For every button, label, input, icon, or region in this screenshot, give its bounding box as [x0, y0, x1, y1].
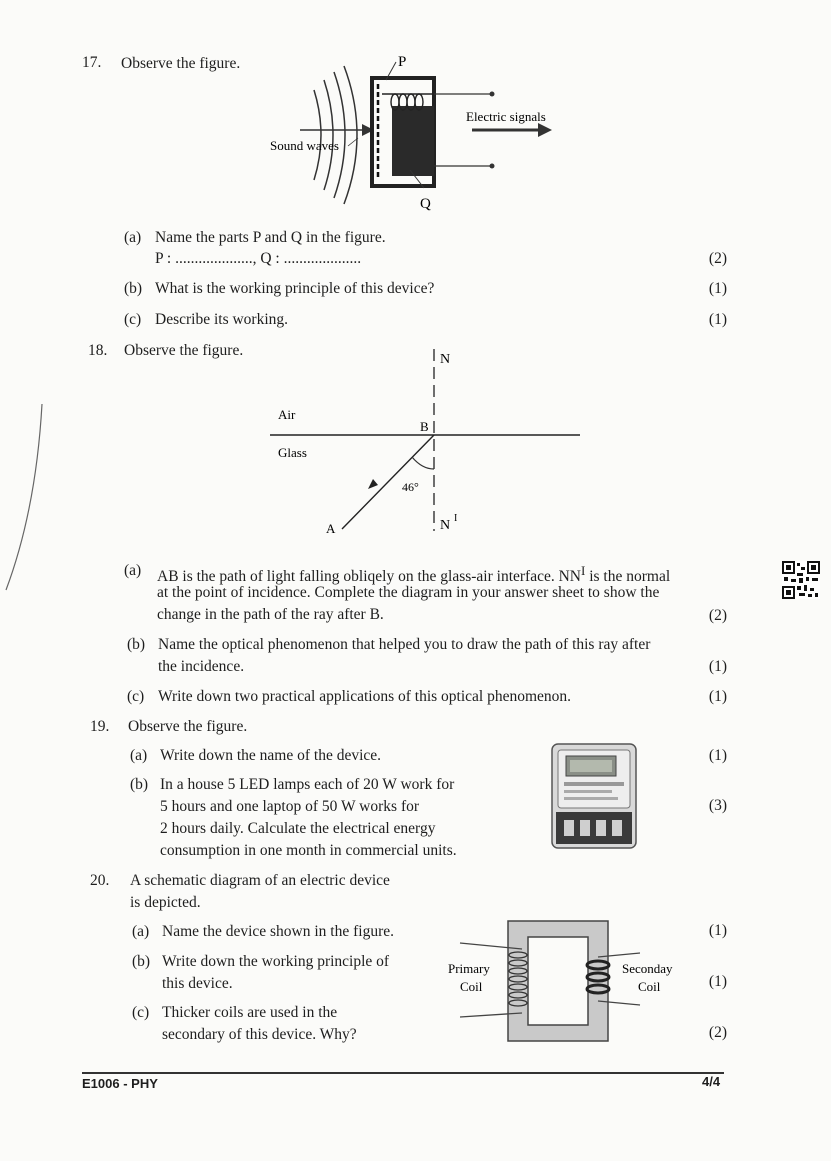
- q17-part-c-mark: (1): [708, 311, 727, 328]
- q20-prompt-line2: is depicted.: [130, 894, 201, 911]
- footer-code: E1006 - PHY: [82, 1076, 158, 1091]
- q17-prompt: Observe the figure.: [121, 55, 241, 72]
- q19-part-b-line2: 5 hours and one laptop of 50 W works for: [160, 798, 420, 815]
- q19-part-b-mark: (3): [708, 797, 727, 814]
- footer-rule: [82, 1072, 724, 1074]
- q20-part-c-line1: Thicker coils are used in the: [162, 1004, 338, 1021]
- sound-wave-arc: [334, 72, 345, 198]
- q20-part-b-line1: Write down the working principle of: [162, 953, 390, 970]
- q18-part-b-line1: Name the optical phenomenon that helped you to draw the path of this ray after: [158, 636, 651, 653]
- q17-number: 17.: [82, 54, 102, 71]
- q17-answer-line: P : ...................., Q : ....................: [155, 250, 362, 267]
- sound-wave-arc: [314, 90, 321, 180]
- q17-part-b-letter: (b): [124, 280, 143, 297]
- magnet-block: [392, 106, 434, 176]
- q18-part-a-line1: AB is the path of light falling obliqely on the glass-air interface. $NN^I$ is the normal: [157, 563, 671, 586]
- q17-part-a-letter: (a): [124, 229, 142, 246]
- label-air: Air: [278, 407, 296, 422]
- label-b: B: [420, 419, 429, 434]
- label-n-prime: N: [440, 518, 451, 533]
- q18-part-b-line2: the incidence.: [158, 658, 245, 675]
- q19-part-b-line3: 2 hours daily. Calculate the electrical energy: [160, 820, 436, 837]
- q17-microphone-figure: [262, 50, 572, 220]
- q19-prompt: Observe the figure.: [128, 718, 248, 735]
- q18-part-a-line3: change in the path of the ray after B.: [157, 606, 384, 623]
- q19-part-b-line1: In a house 5 LED lamps each of 20 W work for: [160, 776, 455, 793]
- q20-part-c-mark: (2): [708, 1024, 727, 1041]
- label-q: Q: [420, 196, 431, 212]
- label-angle: 46°: [402, 480, 419, 494]
- secondary-label-2: Coil: [638, 979, 661, 994]
- footer-page: 4/4: [702, 1074, 721, 1089]
- qr-code: [782, 561, 820, 599]
- q17-part-a-mark: (2): [708, 250, 727, 267]
- q18-number: 18.: [88, 342, 108, 359]
- electric-signals-label: Electric signals: [466, 109, 546, 124]
- label-a: A: [326, 521, 336, 536]
- q20-part-a-letter: (a): [132, 923, 150, 940]
- energy-meter-image: [546, 740, 644, 852]
- q17-part-b-text: What is the working principle of this device?: [155, 280, 435, 297]
- q19-part-a-letter: (a): [130, 747, 148, 764]
- q20-number: 20.: [90, 872, 110, 889]
- q20-part-b-mark: (1): [708, 973, 727, 990]
- ray-arrow: [368, 479, 378, 489]
- q20-part-a-mark: (1): [708, 922, 727, 939]
- q20-part-c-letter: (c): [132, 1004, 150, 1021]
- q19-part-b-letter: (b): [130, 776, 149, 793]
- label-n: N: [440, 352, 451, 367]
- sound-wave-arc: [344, 66, 357, 204]
- q20-part-b-letter: (b): [132, 953, 151, 970]
- q17-part-a-text: Name the parts P and Q in the figure.: [155, 229, 386, 246]
- q18-part-b-letter: (b): [127, 636, 146, 653]
- q20-part-b-line2: this device.: [162, 975, 233, 992]
- label-p: P: [398, 54, 407, 70]
- q19-part-a-text: Write down the name of the device.: [160, 747, 382, 764]
- incident-ray: [342, 435, 434, 529]
- q19-part-a-mark: (1): [708, 747, 727, 764]
- q18-part-c-text: Write down two practical applications of this optical phenomenon.: [158, 688, 572, 705]
- q20-part-a-text: Name the device shown in the figure.: [162, 923, 394, 940]
- label-n-prime-mark: I: [454, 513, 458, 524]
- q19-part-b-line4: consumption in one month in commercial units.: [160, 842, 457, 859]
- q18-prompt: Observe the figure.: [124, 342, 244, 359]
- q20-prompt-line1: A schematic diagram of an electric device: [130, 872, 390, 889]
- q18-part-b-mark: (1): [708, 658, 727, 675]
- q18-part-a-line2: at the point of incidence. Complete the diagram in your answer sheet to show the: [157, 584, 660, 601]
- q18-part-a-mark: (2): [708, 607, 727, 624]
- label-glass: Glass: [278, 445, 307, 460]
- q17-part-b-mark: (1): [708, 280, 727, 297]
- q18-refraction-figure: [262, 345, 592, 545]
- sound-wave-arc: [324, 80, 333, 190]
- sound-waves-label: Sound waves: [270, 138, 339, 153]
- transformer-figure: [440, 915, 700, 1047]
- q18-part-c-letter: (c): [127, 688, 145, 705]
- angle-arc: [412, 457, 434, 469]
- primary-label-1: Primary: [448, 961, 490, 976]
- q19-number: 19.: [90, 718, 110, 735]
- q17-part-c-text: Describe its working.: [155, 311, 289, 328]
- q18-part-a-letter: (a): [124, 562, 142, 579]
- q18-part-c-mark: (1): [708, 688, 727, 705]
- margin-pencil-mark: [0, 400, 50, 600]
- q17-part-c-letter: (c): [124, 311, 142, 328]
- secondary-label-1: Seconday: [622, 961, 673, 976]
- primary-label-2: Coil: [460, 979, 483, 994]
- q20-part-c-line2: secondary of this device. Why?: [162, 1026, 357, 1043]
